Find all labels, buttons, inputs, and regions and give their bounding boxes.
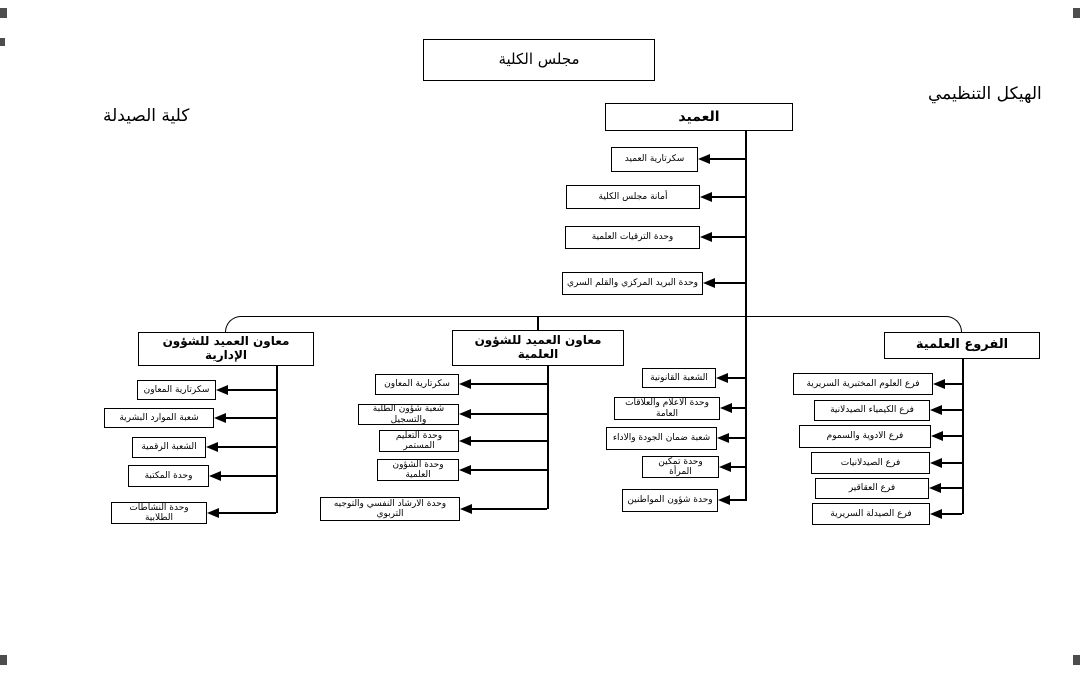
connector <box>470 440 547 442</box>
connector <box>217 446 276 448</box>
connector <box>218 512 276 514</box>
connector <box>941 409 962 411</box>
connector <box>728 437 745 439</box>
node-digital-division: الشعبة الرقمية <box>132 437 206 458</box>
connector <box>227 389 276 391</box>
scan-mark <box>0 38 5 46</box>
connector <box>537 316 539 330</box>
college-name-label: كلية الصيدلة <box>103 106 190 126</box>
connector <box>225 417 276 419</box>
connector <box>709 158 745 160</box>
node-student-affairs-registration: شعبة شؤون الطلبة والتسجيل <box>358 404 459 425</box>
node-clinical-pharmacy-dept: فرع الصيدلة السريرية <box>812 503 930 525</box>
node-student-activities-unit: وحدة النشاطات الطلابية <box>111 502 207 524</box>
page-title: الهيكل التنظيمي <box>928 84 1042 104</box>
connector <box>730 466 745 468</box>
connector <box>944 383 962 385</box>
connector <box>471 508 547 510</box>
node-citizens-affairs-unit: وحدة شؤون المواطنين <box>622 489 718 512</box>
connector <box>470 413 547 415</box>
node-media-pr-unit: وحدة الاعلام والعلاقات العامة <box>614 397 720 420</box>
connector <box>220 475 276 477</box>
node-psych-counseling-unit: وحدة الارشاد النفسي والتوجيه التربوي <box>320 497 460 521</box>
node-women-empowerment-unit: وحدة تمكين المرأة <box>642 456 719 478</box>
node-dean: العميد <box>605 103 793 131</box>
node-pharmaceutics-dept: فرع الصيدلانيات <box>811 452 930 474</box>
node-central-mail-unit: وحدة البريد المركزي والقلم السري <box>562 272 703 295</box>
connector-departments-line <box>962 359 964 514</box>
node-legal-division: الشعبة القانونية <box>642 368 716 388</box>
connector-scientific-line <box>547 366 549 509</box>
node-assistant-secretariat-admin: سكرتارية المعاون <box>137 380 216 400</box>
node-pharmacognosy-dept: فرع العقاقير <box>815 478 929 499</box>
node-scientific-affairs-unit: وحدة الشؤون العلمية <box>377 459 459 481</box>
scan-mark <box>0 655 7 665</box>
connector <box>470 383 547 385</box>
node-council-secretariat: أمانة مجلس الكلية <box>566 185 700 209</box>
node-continuing-education-unit: وحدة التعليم المستمر <box>379 430 459 452</box>
connector <box>729 499 745 501</box>
node-quality-assurance-division: شعبة ضمان الجودة والاداء <box>606 427 717 450</box>
branch-scientific-departments: الفروع العلمية <box>884 332 1040 359</box>
connector <box>470 469 547 471</box>
node-pharmaceutical-chemistry-dept: فرع الكيمياء الصيدلانية <box>814 400 930 421</box>
node-library-unit: وحدة المكتبة <box>128 465 209 487</box>
node-scientific-promotions-unit: وحدة الترقيات العلمية <box>565 226 700 249</box>
node-college-council: مجلس الكلية <box>423 39 655 81</box>
node-pharmacology-toxicology-dept: فرع الادوية والسموم <box>799 425 931 448</box>
node-dean-secretariat: سكرتارية العميد <box>611 147 698 172</box>
connector <box>940 487 962 489</box>
scan-mark <box>0 8 7 18</box>
node-assistant-secretariat-scientific: سكرتارية المعاون <box>375 374 459 395</box>
node-clinical-lab-sciences-dept: فرع العلوم المختبرية السريرية <box>793 373 933 395</box>
connector-admin-line <box>276 366 278 513</box>
connector <box>942 435 962 437</box>
scan-mark <box>1073 655 1080 665</box>
connector <box>714 282 745 284</box>
connector <box>711 196 745 198</box>
connector <box>941 462 962 464</box>
connector <box>727 377 745 379</box>
connector <box>711 236 745 238</box>
node-human-resources-division: شعبة الموارد البشرية <box>104 408 214 428</box>
branch-admin-affairs: معاون العميد للشؤون الإدارية <box>138 332 314 366</box>
scan-mark <box>1073 8 1080 18</box>
connector <box>941 513 962 515</box>
branch-scientific-affairs: معاون العميد للشؤون العلمية <box>452 330 624 366</box>
connector <box>731 407 745 409</box>
